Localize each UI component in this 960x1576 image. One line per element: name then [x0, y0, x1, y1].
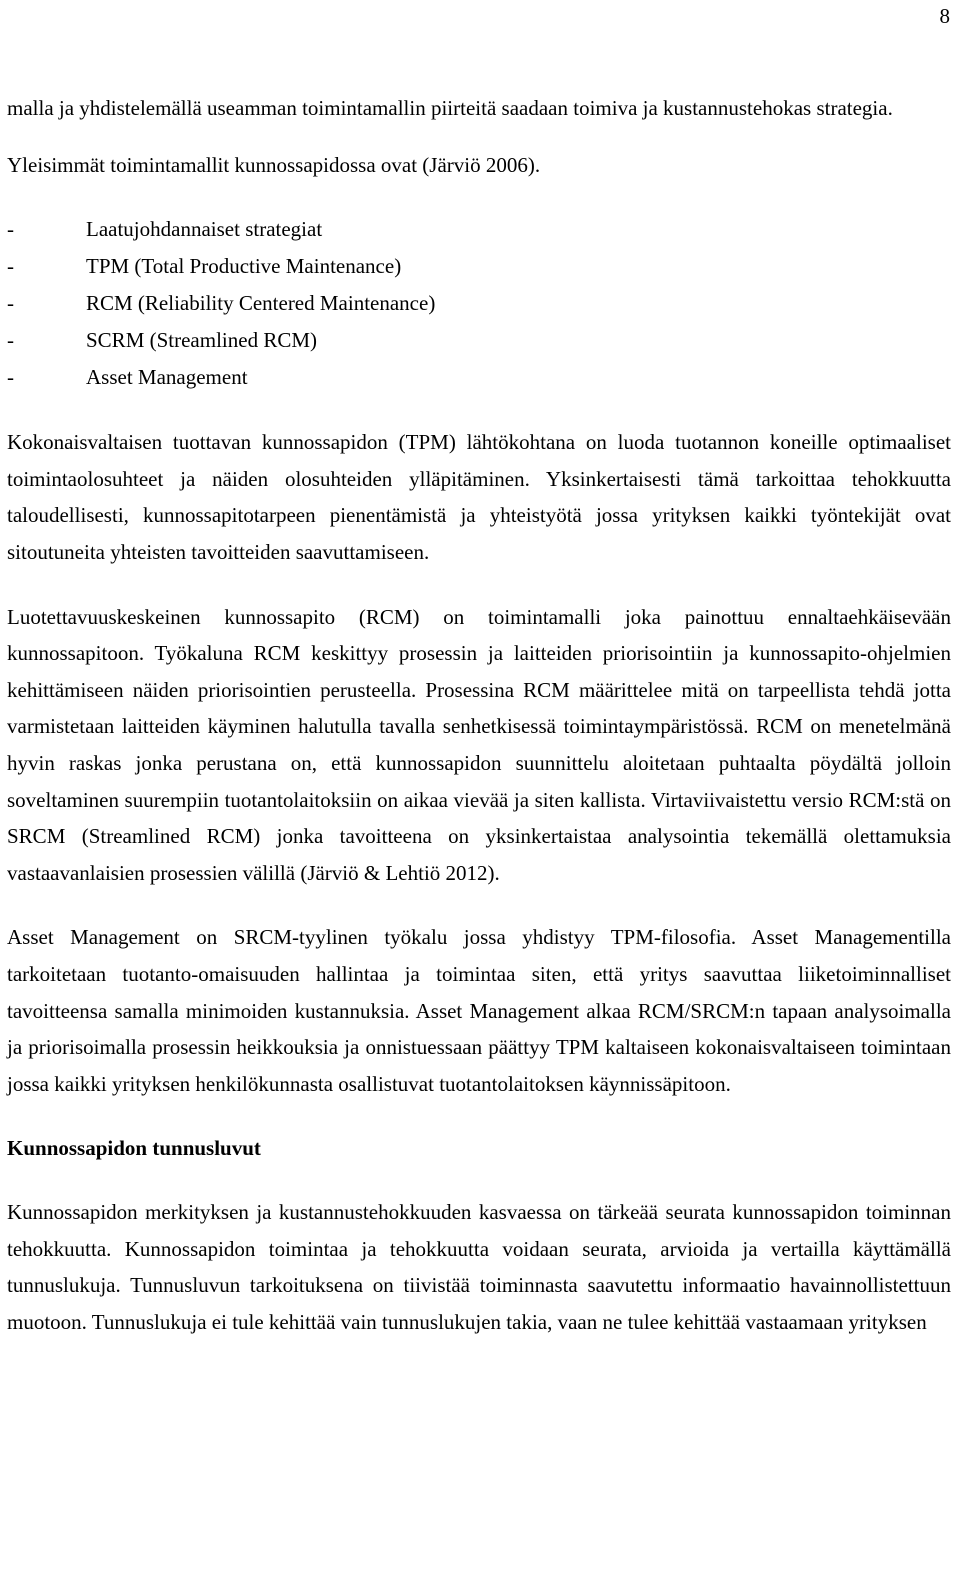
list-item-label: SCRM (Streamlined RCM)	[86, 328, 318, 353]
list-intro: Yleisimmät toimintamallit kunnossapidossa ovat (Järviö 2006).	[7, 152, 541, 177]
list-item	[7, 359, 951, 396]
asset-management-paragraph: Asset Management on SRCM-tyylinen työkalu jossa yhdistyy TPM-filosofia. Asset Managementilla tarkoitetaan tuotanto-omaisuuden hallintaa ja toimintaa siten, että yritys saavuttaa liiketoiminnalliset tavoitteensa samalla minimoiden kustannuksia. Asset Management alkaa RCM/SRCM:n tapaan analysoimalla ja priorisoimalla prosessin heikkouksia ja onnistuessaan päättyy TPM kaltaiseen kokonaisvaltaiseen toimintaan jossa kaikki yrityksen henkilökunnasta osallistuvat tuotantolaitoksen käynnissäpitoon.	[7, 925, 951, 1096]
list-item-label: TPM (Total Productive Maintenance)	[86, 254, 402, 279]
rcm-paragraph: Luotettavuuskeskeinen kunnossapito (RCM) on toimintamalli joka painottuu ennaltaehkäisevään kunnossapitoon. Työkaluna RCM keskittyy prosessin ja laitteiden priorisointiin ja kunnossapito-ohjelmien kehittämiseen näiden priorisointien perusteella. Prosessina RCM määrittelee mitä on tarpeellista tehdä jotta varmistetaan laitteiden käyminen halutulla tavalla senhetkisessä toimintaympäristössä. RCM on menetelmänä hyvin raskas jonka perustana on, että kunnossapidon suunnittelu aloitetaan puhtaalta pöydältä jolloin soveltaminen suurempiin tuotantolaitoksiin on aikaa vievää ja siten kallista. Virtaviivaistettu versio RCM:stä on SRCM (Streamlined RCM) jonka tavoitteena on yksinkertaistaa analysointia tekemällä olettamuksia vastaavanlaisien prosessien välillä (Järviö & Lehtiö 2012).	[7, 604, 951, 885]
section-paragraph: Kunnossapidon merkityksen ja kustannustehokkuuden kasvaessa on tärkeää seurata kunnossapidon toiminnan tehokkuutta. Kunnossapidon toimintaa ja tehokkuutta voidaan seurata, arvioida ja vertailla käyttämällä tunnuslukuja. Tunnusluvun tarkoituksena on tiivistää toiminnasta saavutettu informaatio havainnollistettuun muotoon. Tunnuslukuja ei tule kehittää vain tunnuslukujen takia, vaan ne tulee kehittää vastaamaan yrityksen	[7, 1200, 951, 1335]
list-bullet: -	[7, 254, 14, 279]
list-item-label: Asset Management	[86, 365, 248, 390]
strategy-list	[7, 211, 951, 396]
list-item	[7, 211, 951, 248]
list-item	[7, 322, 951, 359]
list-bullet: -	[7, 217, 14, 242]
section-heading: Kunnossapidon tunnusluvut	[7, 1136, 261, 1161]
list-item-label: RCM (Reliability Centered Maintenance)	[86, 291, 436, 316]
list-bullet: -	[7, 291, 14, 316]
intro-paragraph: malla ja yhdistelemällä useamman toimintamallin piirteitä saadaan toimiva ja kustannustehokas strategia.	[7, 96, 893, 120]
list-item	[7, 248, 951, 285]
list-bullet: -	[7, 328, 14, 353]
list-item-label: Laatujohdannaiset strategiat	[86, 217, 323, 242]
list-bullet: -	[7, 365, 14, 390]
list-item	[7, 285, 951, 322]
tpm-paragraph: Kokonaisvaltaisen tuottavan kunnossapidon (TPM) lähtökohtana on luoda tuotannon koneille optimaaliset toimintaolosuhteet ja näiden olosuhteiden ylläpitäminen. Yksinkertaisesti tämä tarkoittaa tehokkuutta taloudellisesti, kunnossapitotarpeen pienentämistä ja yhteistyötä jossa yrityksen kaikki työntekijät ovat sitoutuneita yhteisten tavoitteiden saavuttamiseen.	[7, 430, 951, 564]
page-number: 8	[939, 4, 950, 28]
page-body	[7, 90, 951, 1341]
